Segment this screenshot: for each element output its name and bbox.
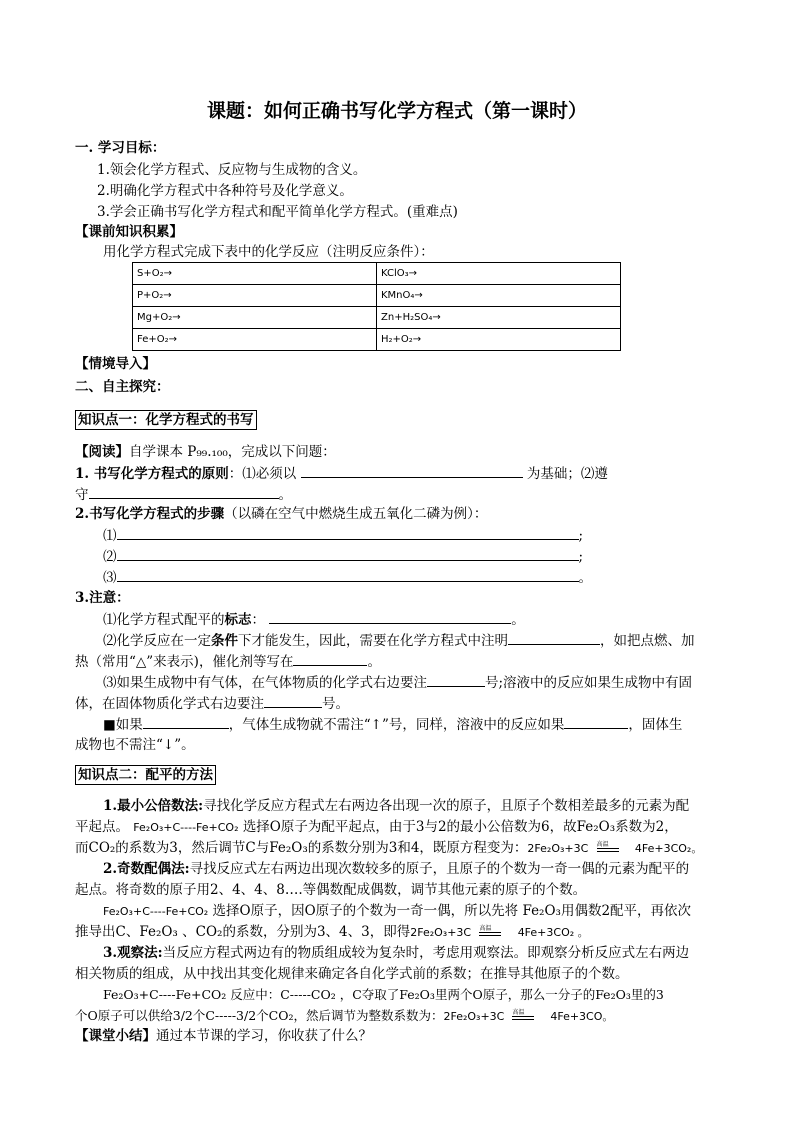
page-title: 课题：如何正确书写化学方程式（第一课时）	[206, 100, 587, 122]
method-text: 选择O原子，因O原子的个数为一奇一偶，所以先将 Fe₂O₃用偶数2配平，再依次	[212, 903, 692, 919]
reaction-condition: 高温	[479, 924, 492, 932]
note-text: 体，在固体物质化学式右边要注	[75, 696, 264, 712]
note-text: ⑴化学方程式配平的	[103, 612, 225, 628]
kp2-label: 知识点二：配平的方法	[75, 765, 216, 785]
note-text: ⑶如果生成物中有气体，在气体物质的化学式右边要注	[103, 675, 427, 691]
q1-text: ：⑴必须以	[228, 466, 297, 482]
reaction-arrow	[475, 926, 505, 940]
equals-mark	[479, 932, 501, 936]
note-3-blank[interactable]	[427, 673, 485, 687]
method-text: 选择O原子为配平起点，由于3与2的最小公倍数为6，故Fe₂O₃系数为2，	[242, 819, 678, 835]
q2-prefix: 2.书写化学方程式的	[75, 506, 198, 522]
method-text: 平起点。	[75, 819, 129, 835]
m1-line-3	[75, 839, 702, 858]
note-1	[103, 610, 525, 629]
m2-line-3	[103, 902, 691, 921]
summary-label: 【课堂小结】	[75, 1028, 156, 1044]
note-end: 。	[511, 612, 525, 628]
intro-heading: 【情境导入】	[75, 356, 156, 372]
note-keyword: 标志	[224, 612, 252, 628]
step-label: ⑴	[103, 528, 117, 544]
summary-text: 通过本节课的学习，你收获了什么？	[156, 1028, 372, 1044]
q2-keyword: 步骤	[197, 506, 225, 522]
equation: 4Fe+3CO₂。	[634, 842, 703, 855]
method-text: 寻找反应式左右两边出现次数较多的原子，且原子的个数为一奇一偶的元素为配平的	[189, 861, 690, 877]
table-cell[interactable]: P+O₂→	[133, 285, 377, 307]
note-text: 下才能发生，因此，需要在化学方程式中注明	[238, 633, 508, 649]
note-text: ■如果	[103, 717, 143, 733]
step-end: ;	[578, 528, 584, 544]
m3-line-4	[75, 1007, 613, 1026]
m3-line-1	[103, 944, 689, 962]
m2-line-1	[103, 860, 689, 878]
q1-prefix: 1. 书写化学方程式的	[75, 466, 202, 482]
note-3b-blank[interactable]	[264, 694, 322, 708]
q1-line	[75, 464, 608, 483]
step-label: ⑶	[103, 570, 117, 586]
note-4-blank-2[interactable]	[564, 715, 628, 729]
equation: 2Fe₂O₃+3C	[443, 1010, 505, 1023]
section2-heading: 二、自主探究：	[75, 379, 170, 395]
step-blank[interactable]	[117, 568, 579, 582]
equals-mark	[597, 848, 619, 852]
note-3b	[75, 694, 349, 713]
kp1-label: 知识点一：化学方程式的书写	[75, 410, 257, 430]
note-2-blank[interactable]	[508, 631, 600, 645]
method-text: 寻找化学反应方程式左右两边各出现一次的原子，且原子个数相差最多的元素为配	[203, 798, 690, 814]
note-text: ：	[251, 612, 265, 628]
reaction-table	[132, 262, 621, 351]
q2-line	[75, 505, 487, 523]
kp1-label-wrap	[75, 410, 257, 430]
m3-line-3: Fe₂O₃+C----Fe+CO₂ 反应中：C-----CO₂ ，C夺取了Fe₂O₃里两个O原子，那么一分子的Fe₂O₃里的3	[103, 987, 664, 1002]
method-title: 2.奇数配偶法:	[103, 861, 190, 877]
q1-blank-1[interactable]	[301, 464, 523, 478]
method-text: 而CO₂的系数为3，然后调节C与Fe₂O₃的系数分别为3和4，既原方程变为：	[75, 840, 528, 856]
goal-2: 2.明确化学方程式中各种符号及化学意义。	[97, 183, 353, 199]
note-text: ⑵化学反应在一定	[103, 633, 211, 649]
reaction-condition: 高温	[596, 840, 609, 848]
table-instruction: 用化学方程式完成下表中的化学反应（注明反应条件）：	[103, 244, 434, 260]
step-blank[interactable]	[117, 526, 579, 540]
note-1-blank[interactable]	[269, 610, 511, 624]
note-text: 号。	[322, 696, 349, 712]
note-text: ，如把点燃、加	[600, 633, 695, 649]
method-title: 3.观察法:	[103, 945, 163, 961]
note-4b: 成物也不需注“↓”。	[75, 737, 195, 753]
read-line	[75, 443, 336, 461]
note-4	[103, 715, 682, 734]
table-cell[interactable]: KClO₃→	[377, 263, 621, 285]
reaction-arrow	[593, 842, 623, 856]
equation: 4Fe+3CO。	[550, 1010, 614, 1023]
equation: 2Fe₂O₃+3C	[527, 842, 589, 855]
table-cell[interactable]: S+O₂→	[133, 263, 377, 285]
method-text: 个O原子可以供给3/2个C-----3/2个CO₂，然后调节为整数系数为：	[75, 1008, 444, 1023]
note-2	[103, 631, 695, 650]
step-blank[interactable]	[117, 547, 579, 561]
method-text: 推导出C、Fe₂O₃ 、CO₂的系数，分别为3、4、3，即得	[75, 924, 411, 940]
summary-line	[75, 1027, 372, 1045]
reaction-condition: 高温	[512, 1008, 525, 1016]
read-tag: 【阅读】	[75, 444, 129, 460]
note-text: 号;溶液中的反应如果生成物中有固	[485, 675, 693, 691]
note-heading: 3.注意：	[75, 590, 130, 606]
equation: Fe₂O₃+C----Fe+CO₂	[133, 821, 239, 834]
step-1	[103, 526, 583, 545]
table-cell[interactable]: Fe+O₂→	[133, 329, 377, 351]
m2-line-2: 起点。将奇数的原子用2、4、4、8….等偶数配成偶数，调节其他元素的原子的个数。	[75, 882, 587, 898]
table-cell[interactable]: KMnO₄→	[377, 285, 621, 307]
read-text: 自学课本 P₉₉.₁₀₀，完成以下问题：	[129, 444, 336, 460]
m1-line-2	[75, 818, 678, 837]
table-row	[133, 329, 621, 351]
m2-line-4	[75, 923, 589, 942]
q1-line-2	[75, 485, 292, 504]
q1-blank-2[interactable]	[89, 485, 279, 499]
goal-3: 3.学会正确书写化学方程式和配平简单化学方程式。(重难点)	[97, 204, 458, 220]
note-text: ，气体生成物就不需注“↑”号，同样，溶液中的反应如果	[228, 717, 565, 733]
note-2b-blank[interactable]	[293, 652, 367, 666]
note-4-blank-1[interactable]	[143, 715, 229, 729]
equation: 2Fe₂O₃+3C	[410, 926, 472, 939]
step-label: ⑵	[103, 549, 117, 565]
table-cell[interactable]: H₂+O₂→	[377, 329, 621, 351]
note-keyword: 条件	[211, 633, 238, 649]
prior-knowledge-heading: 【课前知识积累】	[75, 224, 183, 240]
table-cell[interactable]: Mg+O₂→	[133, 307, 377, 329]
note-text: 热（常用“△”来表示)，催化剂等写在	[75, 654, 294, 670]
note-2b	[75, 652, 381, 671]
step-2	[103, 547, 583, 566]
q1-keyword: 原则	[201, 466, 229, 482]
q1-end: 。	[278, 487, 292, 503]
equation: Fe₂O₃+C----Fe+CO₂	[103, 905, 209, 918]
m3-line-2: 相关物质的组成，从中找出其变化规律来确定各自化学式前的系数；在推导其他原子的个数。	[75, 966, 629, 982]
section1-heading: 一. 学习目标：	[75, 140, 166, 156]
reaction-arrow	[508, 1010, 538, 1024]
method-text: 当反应方程式两边有的物质组成较为复杂时，考虑用观察法。即观察分析反应式左右两边	[162, 945, 690, 961]
note-3	[103, 673, 692, 692]
q1-text-2: 为基础；⑵遵	[526, 466, 608, 482]
table-cell[interactable]: Zn+H₂SO₄→	[377, 307, 621, 329]
table-row	[133, 307, 621, 329]
table-row	[133, 263, 621, 285]
equals-mark	[512, 1016, 534, 1020]
m1-line-1	[103, 797, 689, 815]
goal-1: 1.领会化学方程式、反应物与生成物的含义。	[97, 162, 367, 178]
step-3	[103, 568, 592, 587]
note-text: ，固体生	[628, 717, 683, 733]
method-title: 1.最小公倍数法:	[103, 798, 204, 814]
step-end: ;	[578, 549, 584, 565]
q2-text: （以磷在空气中燃烧生成五氧化二磷为例）：	[224, 506, 488, 522]
table-row	[133, 285, 621, 307]
equation: 4Fe+3CO₂ 。	[517, 926, 589, 939]
q1-text-3: 守	[75, 487, 89, 503]
note-end: 。	[367, 654, 381, 670]
step-end: 。	[578, 570, 592, 586]
kp2-label-wrap	[75, 765, 216, 785]
